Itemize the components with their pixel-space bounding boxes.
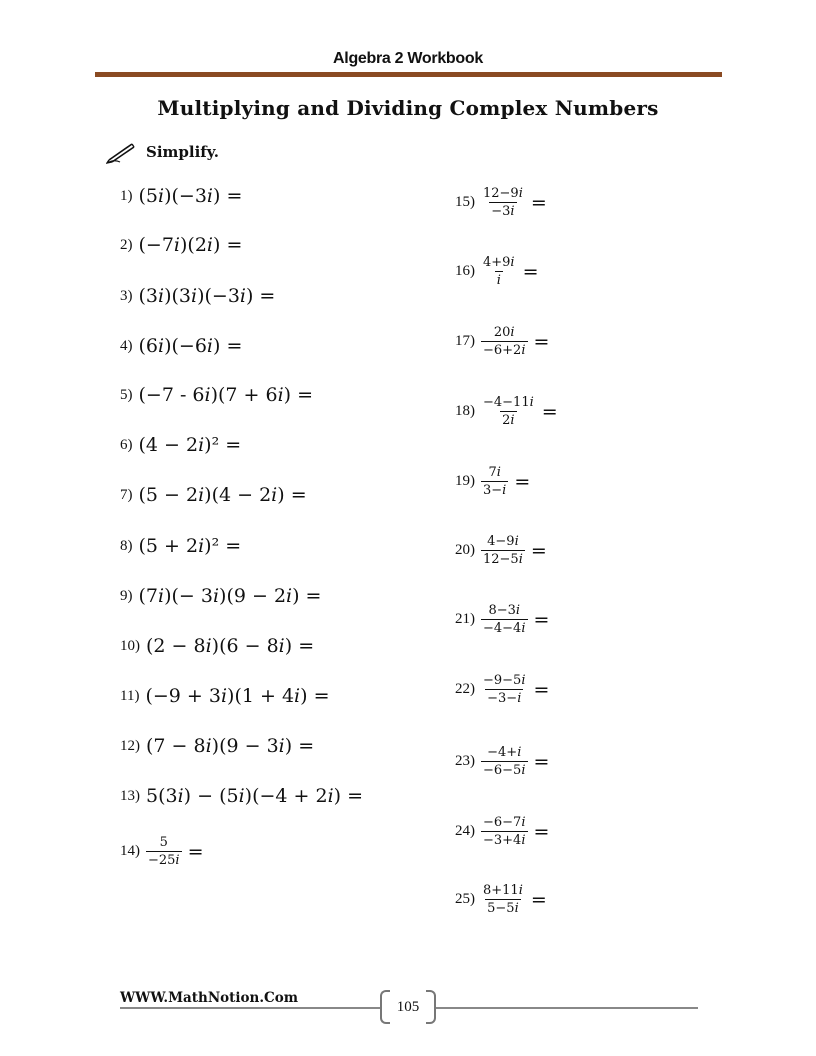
fraction — [481, 255, 517, 288]
numerator: −6−7𝑖 — [483, 815, 526, 830]
denominator: 3−𝑖 — [483, 483, 507, 498]
problem-number: 23) — [455, 753, 475, 769]
expression: 5(3𝑖) − (5𝑖)(−4 + 2𝑖) = — [146, 785, 364, 807]
numerator: 12−9𝑖 — [483, 186, 523, 201]
problem-number: 6) — [120, 436, 133, 453]
page-number-box — [380, 990, 436, 1024]
problem-number: 20) — [455, 542, 475, 558]
problem-5 — [120, 384, 313, 406]
denominator: −3𝑖 — [491, 204, 515, 219]
problem-number: 10) — [120, 637, 140, 654]
expression: (5 − 2𝑖)(4 − 2𝑖) = — [138, 484, 307, 506]
denominator: −3+4𝑖 — [483, 833, 526, 848]
fraction — [481, 186, 525, 219]
fraction — [481, 465, 508, 498]
problem-1 — [120, 185, 242, 207]
problem-19 — [455, 465, 530, 498]
numerator: 20𝑖 — [493, 325, 515, 340]
equals-sign: = — [533, 750, 550, 773]
numerator: 5 — [159, 835, 168, 850]
problem-16 — [455, 255, 539, 288]
denominator: −25𝑖 — [148, 853, 180, 868]
equals-sign: = — [530, 191, 547, 214]
problem-number: 7) — [120, 486, 133, 503]
equals-sign: = — [533, 820, 550, 843]
problem-11 — [120, 685, 330, 707]
footer-rule-right — [436, 1007, 698, 1009]
problem-number: 17) — [455, 333, 475, 349]
equals-sign: = — [530, 888, 547, 911]
problem-18 — [455, 395, 558, 428]
problem-number: 25) — [455, 891, 475, 907]
fraction — [481, 815, 528, 848]
problem-17 — [455, 325, 549, 358]
problem-22 — [455, 673, 549, 706]
problem-number: 13) — [120, 787, 140, 804]
equals-sign: = — [187, 840, 204, 863]
denominator: −6+2𝑖 — [483, 343, 526, 358]
denominator: 𝑖 — [496, 273, 501, 288]
expression: (−7𝑖)(2𝑖) = — [138, 234, 243, 256]
expression: (7 − 8𝑖)(9 − 3𝑖) = — [146, 735, 315, 757]
problem-number: 8) — [120, 537, 133, 554]
expression: (2 − 8𝑖)(6 − 8𝑖) = — [146, 635, 315, 657]
denominator: 12−5𝑖 — [483, 552, 523, 567]
problem-number: 14) — [120, 843, 140, 859]
problem-10 — [120, 635, 314, 657]
problem-21 — [455, 603, 549, 636]
problem-8 — [120, 535, 241, 557]
problem-13 — [120, 785, 363, 807]
expression: (3𝑖)(3𝑖)(−3𝑖) = — [138, 285, 276, 307]
fraction — [481, 673, 528, 706]
numerator: −9−5𝑖 — [483, 673, 526, 688]
problem-4 — [120, 335, 242, 357]
left-brace — [380, 990, 390, 1024]
numerator: −4+𝑖 — [487, 745, 522, 760]
denominator: 5−5𝑖 — [487, 901, 519, 916]
problem-number: 5) — [120, 386, 133, 403]
footer-rule-left — [120, 1007, 380, 1009]
problem-number: 19) — [455, 473, 475, 489]
problem-number: 1) — [120, 187, 133, 204]
expression: (4 − 2𝑖)² = — [138, 434, 242, 456]
problem-23 — [455, 745, 549, 778]
expression: (6𝑖)(−6𝑖) = — [138, 335, 243, 357]
numerator: 8−3𝑖 — [488, 603, 521, 618]
problem-number: 12) — [120, 737, 140, 754]
equals-sign: = — [530, 539, 547, 562]
problem-15 — [455, 186, 547, 219]
expression: (5𝑖)(−3𝑖) = — [138, 185, 243, 207]
problem-9 — [120, 585, 321, 607]
problem-2 — [120, 234, 242, 256]
expression: (−9 + 3𝑖)(1 + 4𝑖) = — [145, 685, 330, 707]
problem-number: 21) — [455, 611, 475, 627]
equals-sign: = — [533, 678, 550, 701]
fraction — [481, 325, 528, 358]
instruction — [106, 140, 219, 164]
problem-number: 2) — [120, 236, 133, 253]
expression: (5 + 2𝑖)² = — [138, 535, 242, 557]
equals-sign: = — [533, 608, 550, 631]
fraction — [146, 835, 182, 868]
denominator: −3−𝑖 — [487, 691, 522, 706]
problem-number: 3) — [120, 287, 133, 304]
fraction — [481, 534, 525, 567]
equals-sign: = — [533, 330, 550, 353]
numerator: 7𝑖 — [488, 465, 501, 480]
problem-number: 16) — [455, 263, 475, 279]
denominator: −6−5𝑖 — [483, 763, 526, 778]
denominator: −4−4𝑖 — [483, 621, 526, 636]
problem-12 — [120, 735, 314, 757]
problem-7 — [120, 484, 307, 506]
fraction — [481, 603, 528, 636]
problem-3 — [120, 285, 275, 307]
fraction — [481, 745, 528, 778]
problem-14 — [120, 835, 204, 868]
equals-sign: = — [541, 400, 558, 423]
problem-20 — [455, 534, 547, 567]
page-title: Multiplying and Dividing Complex Numbers — [157, 96, 659, 120]
expression: (−7 - 6𝑖)(7 + 6𝑖) = — [138, 384, 314, 406]
header-rule — [95, 72, 722, 77]
denominator: 2𝑖 — [502, 413, 515, 428]
problem-number: 24) — [455, 823, 475, 839]
expression: (7𝑖)(− 3𝑖)(9 − 2𝑖) = — [138, 585, 322, 607]
numerator: 8+11𝑖 — [483, 883, 523, 898]
instruction-text: Simplify. — [146, 143, 219, 161]
equals-sign: = — [522, 260, 539, 283]
numerator: 4+9𝑖 — [483, 255, 515, 270]
footer-site: WWW.MathNotion.Com — [120, 990, 299, 1006]
problem-number: 15) — [455, 194, 475, 210]
problem-number: 4) — [120, 337, 133, 354]
page-number: 105 — [396, 998, 420, 1015]
fraction — [481, 395, 536, 428]
workbook-title: Algebra 2 Workbook — [333, 50, 483, 67]
pencil-icon — [106, 140, 136, 164]
numerator: −4−11𝑖 — [483, 395, 534, 410]
problem-6 — [120, 434, 241, 456]
problem-24 — [455, 815, 549, 848]
fraction — [481, 883, 525, 916]
problem-number: 22) — [455, 681, 475, 697]
problem-number: 9) — [120, 587, 133, 604]
right-brace — [426, 990, 436, 1024]
equals-sign: = — [514, 470, 531, 493]
problem-number: 18) — [455, 403, 475, 419]
problem-25 — [455, 883, 547, 916]
problem-number: 11) — [120, 687, 140, 704]
numerator: 4−9𝑖 — [487, 534, 519, 549]
